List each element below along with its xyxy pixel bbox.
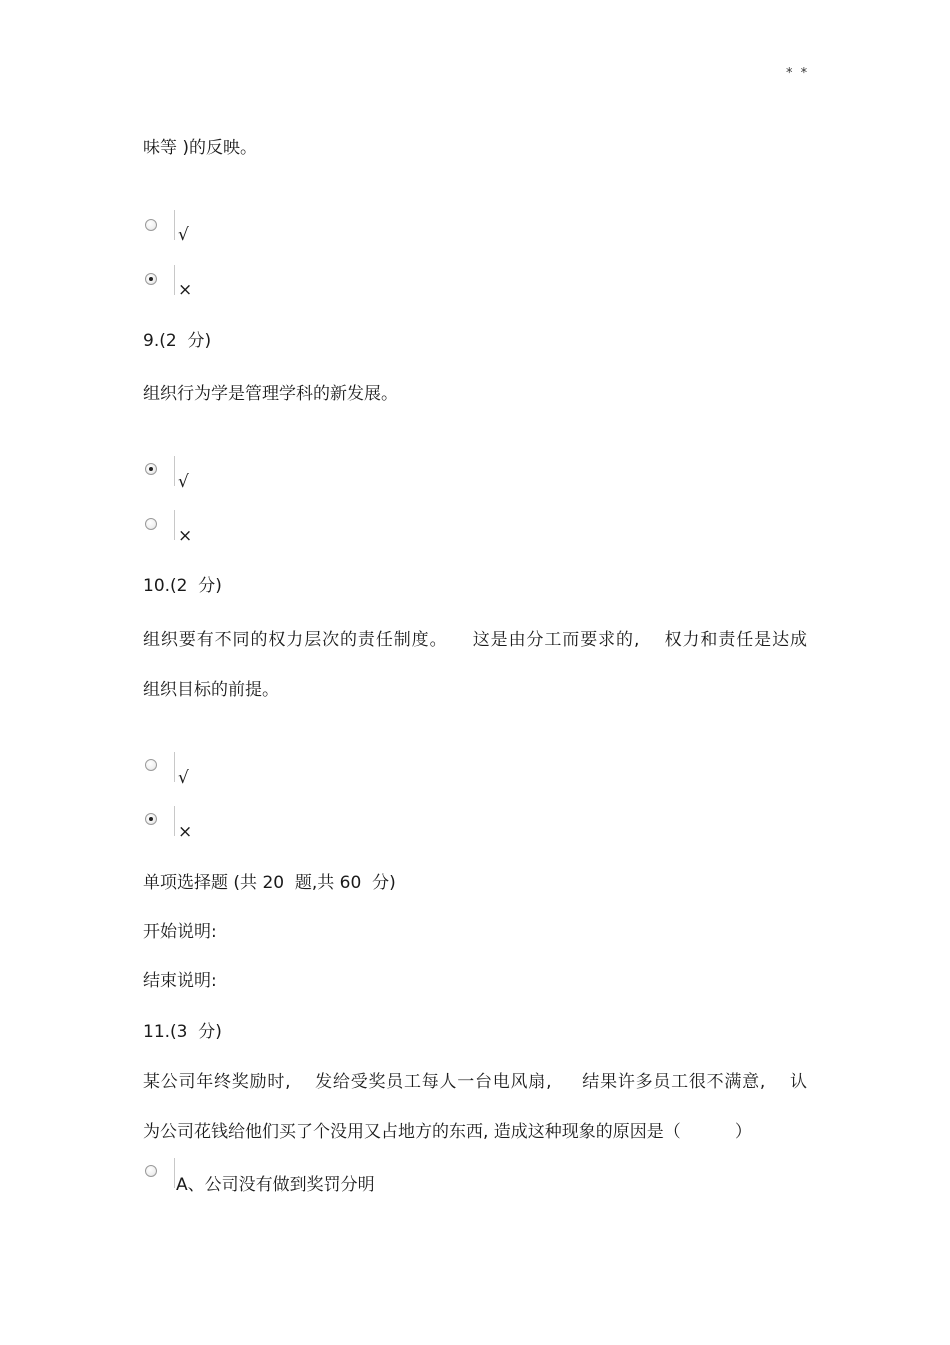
q10-option-true-label: √ <box>178 768 189 788</box>
q8-option-true-label: √ <box>178 225 189 245</box>
section-title: 单项选择题 (共 20 题,共 60 分) <box>143 873 396 893</box>
q11-option-a-radio[interactable] <box>145 1165 157 1177</box>
question-11-header: 11.(3 分) <box>143 1022 222 1042</box>
question-9-header: 9.(2 分) <box>143 331 212 351</box>
option-divider <box>174 1158 175 1188</box>
page-mark: * * <box>786 66 810 81</box>
option-divider <box>174 752 175 782</box>
q10-option-false-radio[interactable] <box>145 813 157 825</box>
section-start-note: 开始说明: <box>143 922 217 942</box>
q9-option-false-label: × <box>178 526 193 546</box>
q8-option-false-radio[interactable] <box>145 273 157 285</box>
q9-option-false-radio[interactable] <box>145 518 157 530</box>
question-11-text-line2: 为公司花钱给他们买了个没用又占地方的东西, 造成这种现象的原因是（ ） <box>143 1122 752 1142</box>
question-11-text-line1: 某公司年终奖励时, 发给受奖员工每人一台电风扇, 结果许多员工很不满意, 认 <box>143 1072 807 1092</box>
question-8-text: 味等 )的反映。 <box>143 138 258 158</box>
option-divider <box>174 210 175 240</box>
q10-option-true-radio[interactable] <box>145 759 157 771</box>
q8-option-true-radio[interactable] <box>145 219 157 231</box>
option-divider <box>174 265 175 295</box>
question-10-header: 10.(2 分) <box>143 576 222 596</box>
option-divider <box>174 456 175 486</box>
q9-option-true-radio[interactable] <box>145 463 157 475</box>
q9-option-true-label: √ <box>178 472 189 492</box>
q8-option-false-label: × <box>178 280 193 300</box>
q11-option-a-label: A、公司没有做到奖罚分明 <box>176 1175 375 1195</box>
q10-option-false-label: × <box>178 822 193 842</box>
question-9-text: 组织行为学是管理学科的新发展。 <box>143 384 398 404</box>
question-10-text-line2: 组织目标的前提。 <box>143 680 279 700</box>
option-divider <box>174 806 175 836</box>
question-10-text-line1: 组织要有不同的权力层次的责任制度。 这是由分工而要求的, 权力和责任是达成 <box>143 630 807 650</box>
option-divider <box>174 510 175 540</box>
section-end-note: 结束说明: <box>143 971 217 991</box>
